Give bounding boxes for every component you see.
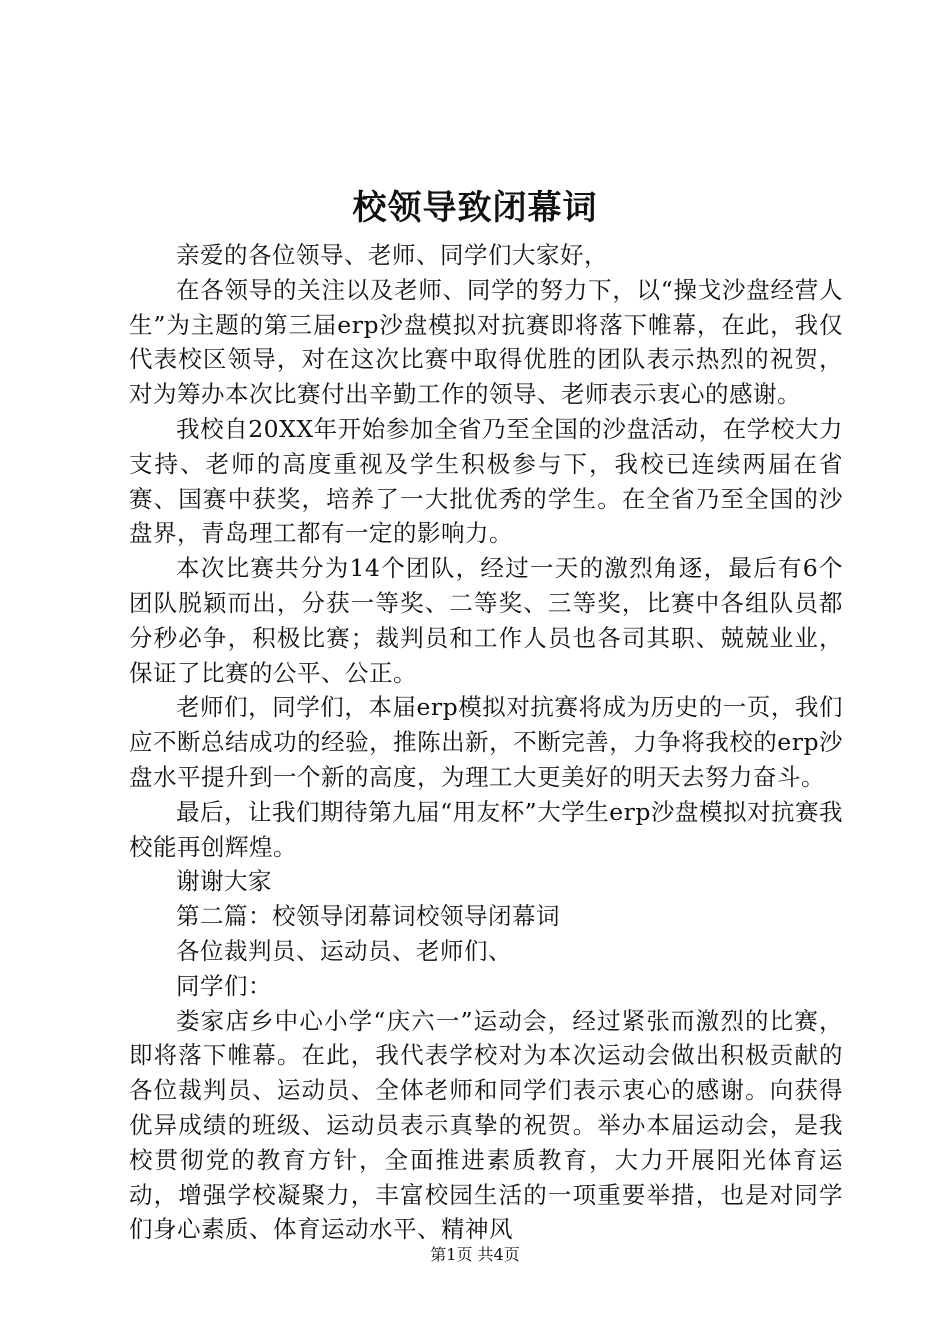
paragraph: 我校自20XX年开始参加全省乃至全国的沙盘活动，在学校大力支持、老师的高度重视及学生积极参与下，我校已连续两届在省赛、国赛中获奖，培养了一大批优秀的学生。在全省乃至全国的沙盘界，青岛理工都有一定的影响力。: [129, 414, 843, 548]
paragraph-thanks: 谢谢大家: [176, 867, 272, 896]
paragraph: 本次比赛共分为14个团队，经过一天的激烈角逐，最后有6个团队脱颖而出，分获一等奖、二等奖、三等奖，比赛中各组队员都分秒必争，积极比赛；裁判员和工作人员也各司其职、兢兢业业，保证了比赛的公平、公正。: [129, 554, 843, 687]
paragraph: 在各领导的关注以及老师、同学的努力下，以“操戈沙盘经营人生”为主题的第三届erp沙盘模拟对抗赛即将落下帷幕，在此，我仅代表校区领导，对在这次比赛中取得优胜的团队表示热烈的祝贺，对为筹办本次比赛付出辛勤工作的领导、老师表示衷心的感谢。: [129, 275, 843, 409]
page-number-footer: 第1页 共4页: [430, 1245, 520, 1264]
paragraph-salutation: 各位裁判员、运动员、老师们、: [176, 936, 512, 965]
paragraph: 最后，让我们期待第九届“用友杯”大学生erp沙盘模拟对抗赛我校能再创辉煌。: [129, 797, 843, 861]
document-title: 校领导致闭幕词: [352, 188, 598, 228]
document-body: [129, 238, 843, 1247]
section-heading: 第二篇：校领导闭幕词校领导闭幕词: [176, 902, 560, 931]
paragraph-greeting: 亲爱的各位领导、老师、同学们大家好，: [176, 241, 608, 269]
paragraph-salutation: 同学们：: [176, 971, 272, 1000]
paragraph: 娄家店乡中心小学“庆六一”运动会，经过紧张而激烈的比赛，即将落下帷幕。在此，我代表学校对为本次运动会做出积极贡献的各位裁判员、运动员、全体老师和同学们表示衷心的感谢。向获得优异成绩的班级、运动员表示真挚的祝贺。举办本届运动会，是我校贯彻党的教育方针，全面推进素质教育，大力开展阳光体育运动，增强学校凝聚力，丰富校园生活的一项重要举措，也是对同学们身心素质、体育运动水平、精神风: [129, 1006, 843, 1244]
paragraph: 老师们，同学们，本届erp模拟对抗赛将成为历史的一页，我们应不断总结成功的经验，推陈出新，不断完善，力争将我校的erp沙盘水平提升到一个新的高度，为理工大更美好的明天去努力奋斗。: [129, 693, 843, 791]
